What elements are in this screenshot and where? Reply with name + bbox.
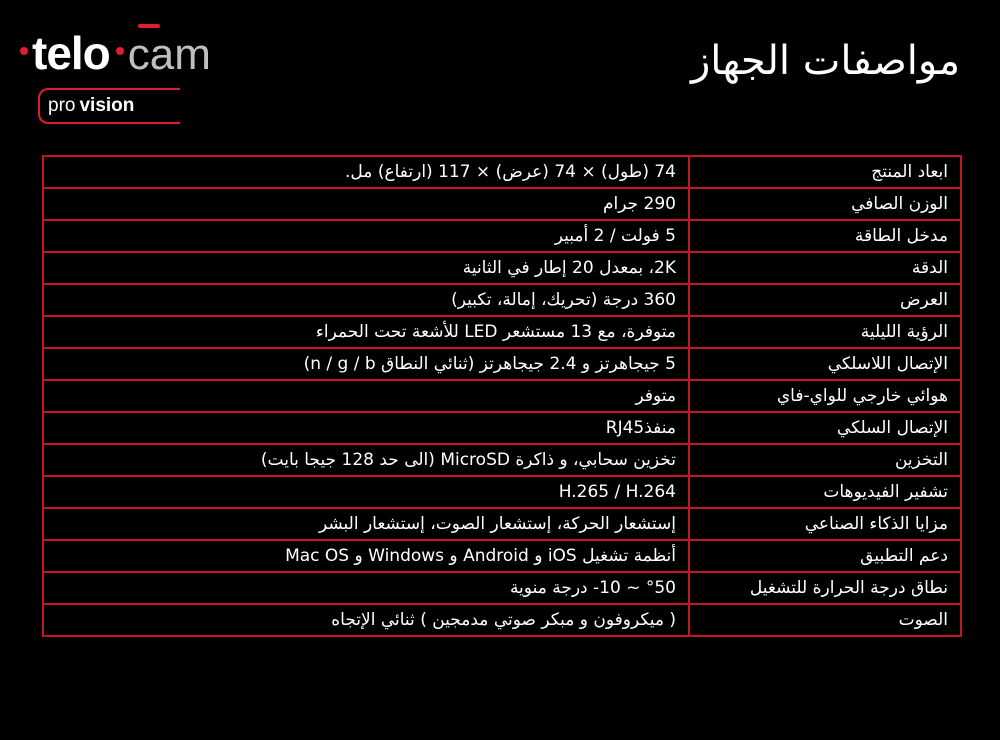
table-row [43,188,961,220]
logo-sub-vision: vision [79,95,135,116]
spec-label: الإتصال اللاسلكي [689,348,961,380]
table-row [43,476,961,508]
spec-label: العرض [689,284,961,316]
table-row [43,380,961,412]
table-row [43,508,961,540]
table-row [43,316,961,348]
spec-label: هوائي خارجي للواي-فاي [689,380,961,412]
spec-label: الإتصال السلكي [689,412,961,444]
spec-label: نطاق درجة الحرارة للتشغيل [689,572,961,604]
spec-value: 360 درجة (تحريك، إمالة، تكبير) [43,284,689,316]
spec-label: مدخل الطاقة [689,220,961,252]
table-row [43,252,961,284]
spec-value: تخزين سحابي، و ذاكرة MicroSD (الى حد 128 جيجا بايت) [43,444,689,476]
spec-value: منفذRJ45 [43,412,689,444]
spec-label: الرؤية الليلية [689,316,961,348]
logo-accent-bar [138,24,160,28]
logo-sub-pro: pro [48,95,76,116]
spec-label: ابعاد المنتج [689,156,961,188]
logo-dot-left [20,47,28,55]
table-row [43,284,961,316]
table-row [43,348,961,380]
logo-product-text: cam [127,30,211,79]
spec-value: 2K، بمعدل 20 إطار في الثانية [43,252,689,284]
spec-label: الوزن الصافي [689,188,961,220]
spec-value: °50 ~ 10- درجة منوية [43,572,689,604]
table-row [43,220,961,252]
logo-subbrand [38,88,180,124]
logo-wordmark [20,27,211,79]
table-row [43,156,961,188]
spec-value: 5 فولت / 2 أمبير [43,220,689,252]
spec-table [42,155,962,637]
spec-table-body [43,156,961,636]
brand-logo [20,27,270,130]
spec-value: متوفرة، مع 13 مستشعر LED للأشعة تحت الحمراء [43,316,689,348]
spec-label: مزايا الذكاء الصناعي [689,508,961,540]
spec-value: 290 جرام [43,188,689,220]
table-row [43,572,961,604]
spec-label: الدقة [689,252,961,284]
spec-label: التخزين [689,444,961,476]
spec-value: ( ميكروفون و مبكر صوتي مدمجين ) ثنائي الإتجاه [43,604,689,636]
table-row [43,412,961,444]
spec-label: الصوت [689,604,961,636]
table-row [43,604,961,636]
page-title: مواصفات الجهاز [690,38,960,84]
table-row [43,444,961,476]
spec-label: تشفير الفيديوهات [689,476,961,508]
logo-brand-text: telo [32,27,110,79]
spec-value: متوفر [43,380,689,412]
spec-value: 5 جيجاهرتز و 2.4 جيجاهرتز (ثنائي النطاق n / g / b) [43,348,689,380]
spec-value: 74 (طول) × 74 (عرض) × 117 (ارتفاع) مل. [43,156,689,188]
logo-dot-right [116,47,124,55]
spec-value: إستشعار الحركة، إستشعار الصوت، إستشعار البشر [43,508,689,540]
table-row [43,540,961,572]
spec-label: دعم التطبيق [689,540,961,572]
spec-value: H.265 / H.264 [43,476,689,508]
spec-value: أنظمة تشغيل iOS و Android و Windows و Mac OS [43,540,689,572]
